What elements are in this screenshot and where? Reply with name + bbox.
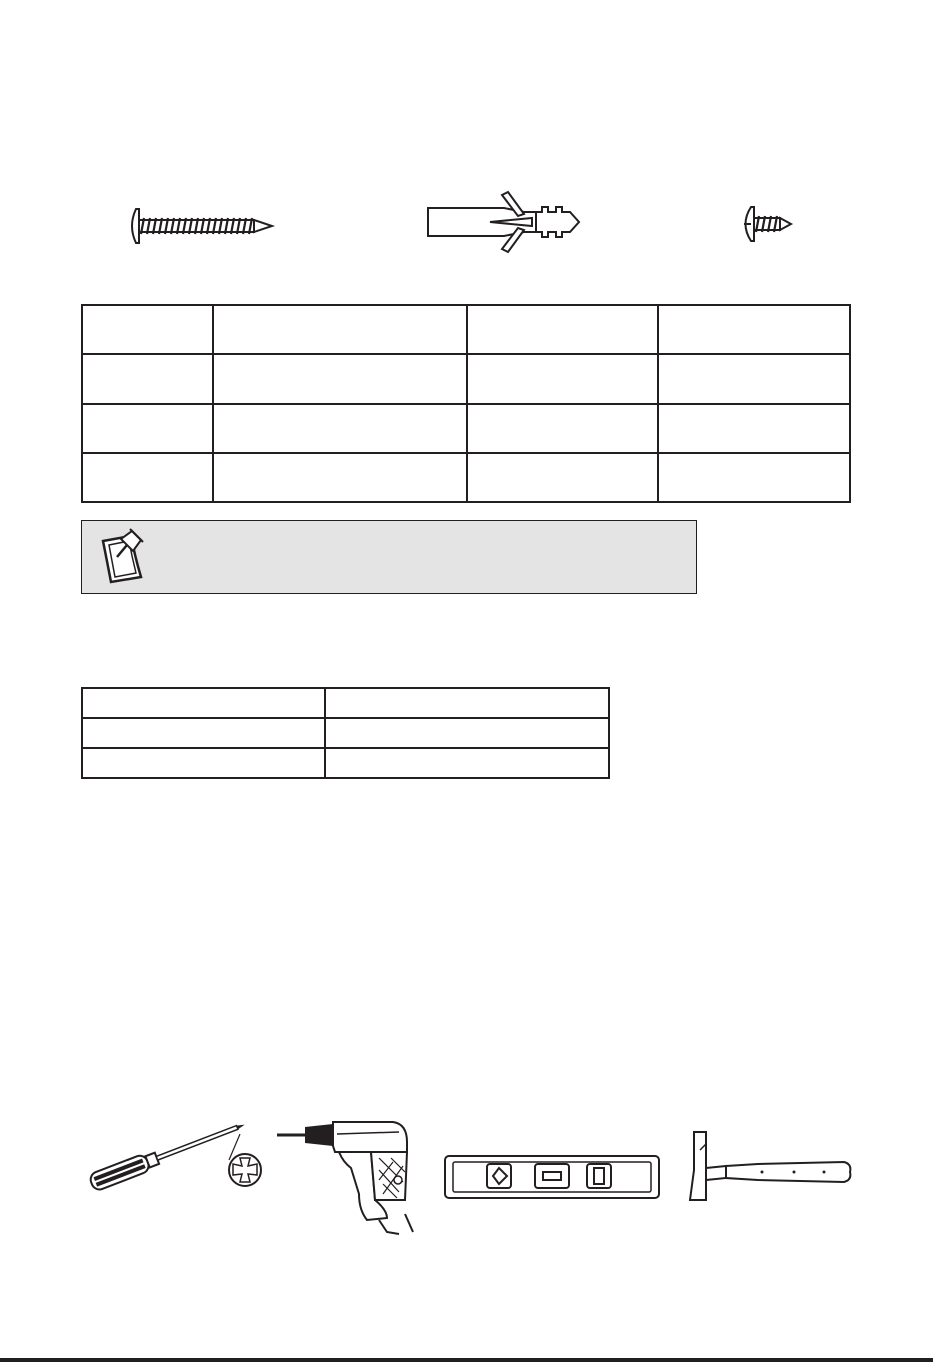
table-cell (467, 453, 658, 502)
table-cell (82, 688, 325, 718)
table-cell (213, 453, 467, 502)
spirit-level-icon (443, 1154, 661, 1200)
table-cell (467, 404, 658, 453)
table-cell (325, 748, 609, 778)
table-row (82, 453, 850, 502)
table-cell (658, 305, 850, 354)
table-cell (658, 404, 850, 453)
power-drill-icon (275, 1114, 425, 1236)
parts-table (81, 304, 851, 503)
table-cell (658, 453, 850, 502)
table-row (82, 748, 609, 778)
table-cell (467, 354, 658, 403)
table-cell (213, 354, 467, 403)
table-row (82, 718, 609, 748)
hammer-icon (686, 1130, 856, 1206)
table-cell (82, 354, 213, 403)
table-cell (213, 305, 467, 354)
table-cell (467, 305, 658, 354)
short-screw-icon (737, 203, 795, 245)
page-bottom-rule (0, 1358, 933, 1362)
table-cell (82, 718, 325, 748)
table-cell (82, 748, 325, 778)
spec-table (81, 687, 610, 779)
long-screw-icon (126, 205, 276, 247)
pushpin-note-icon (97, 527, 149, 585)
table-cell (658, 354, 850, 403)
table-cell (213, 404, 467, 453)
table-cell (82, 305, 213, 354)
table-row (82, 305, 850, 354)
table-row (82, 354, 850, 403)
note-box (81, 520, 697, 594)
table-row (82, 688, 609, 718)
table-cell (325, 718, 609, 748)
phillips-screwdriver-icon (82, 1124, 262, 1194)
table-row (82, 404, 850, 453)
wall-anchor-icon (424, 190, 584, 255)
table-cell (82, 453, 213, 502)
table-cell (82, 404, 213, 453)
table-cell (325, 688, 609, 718)
